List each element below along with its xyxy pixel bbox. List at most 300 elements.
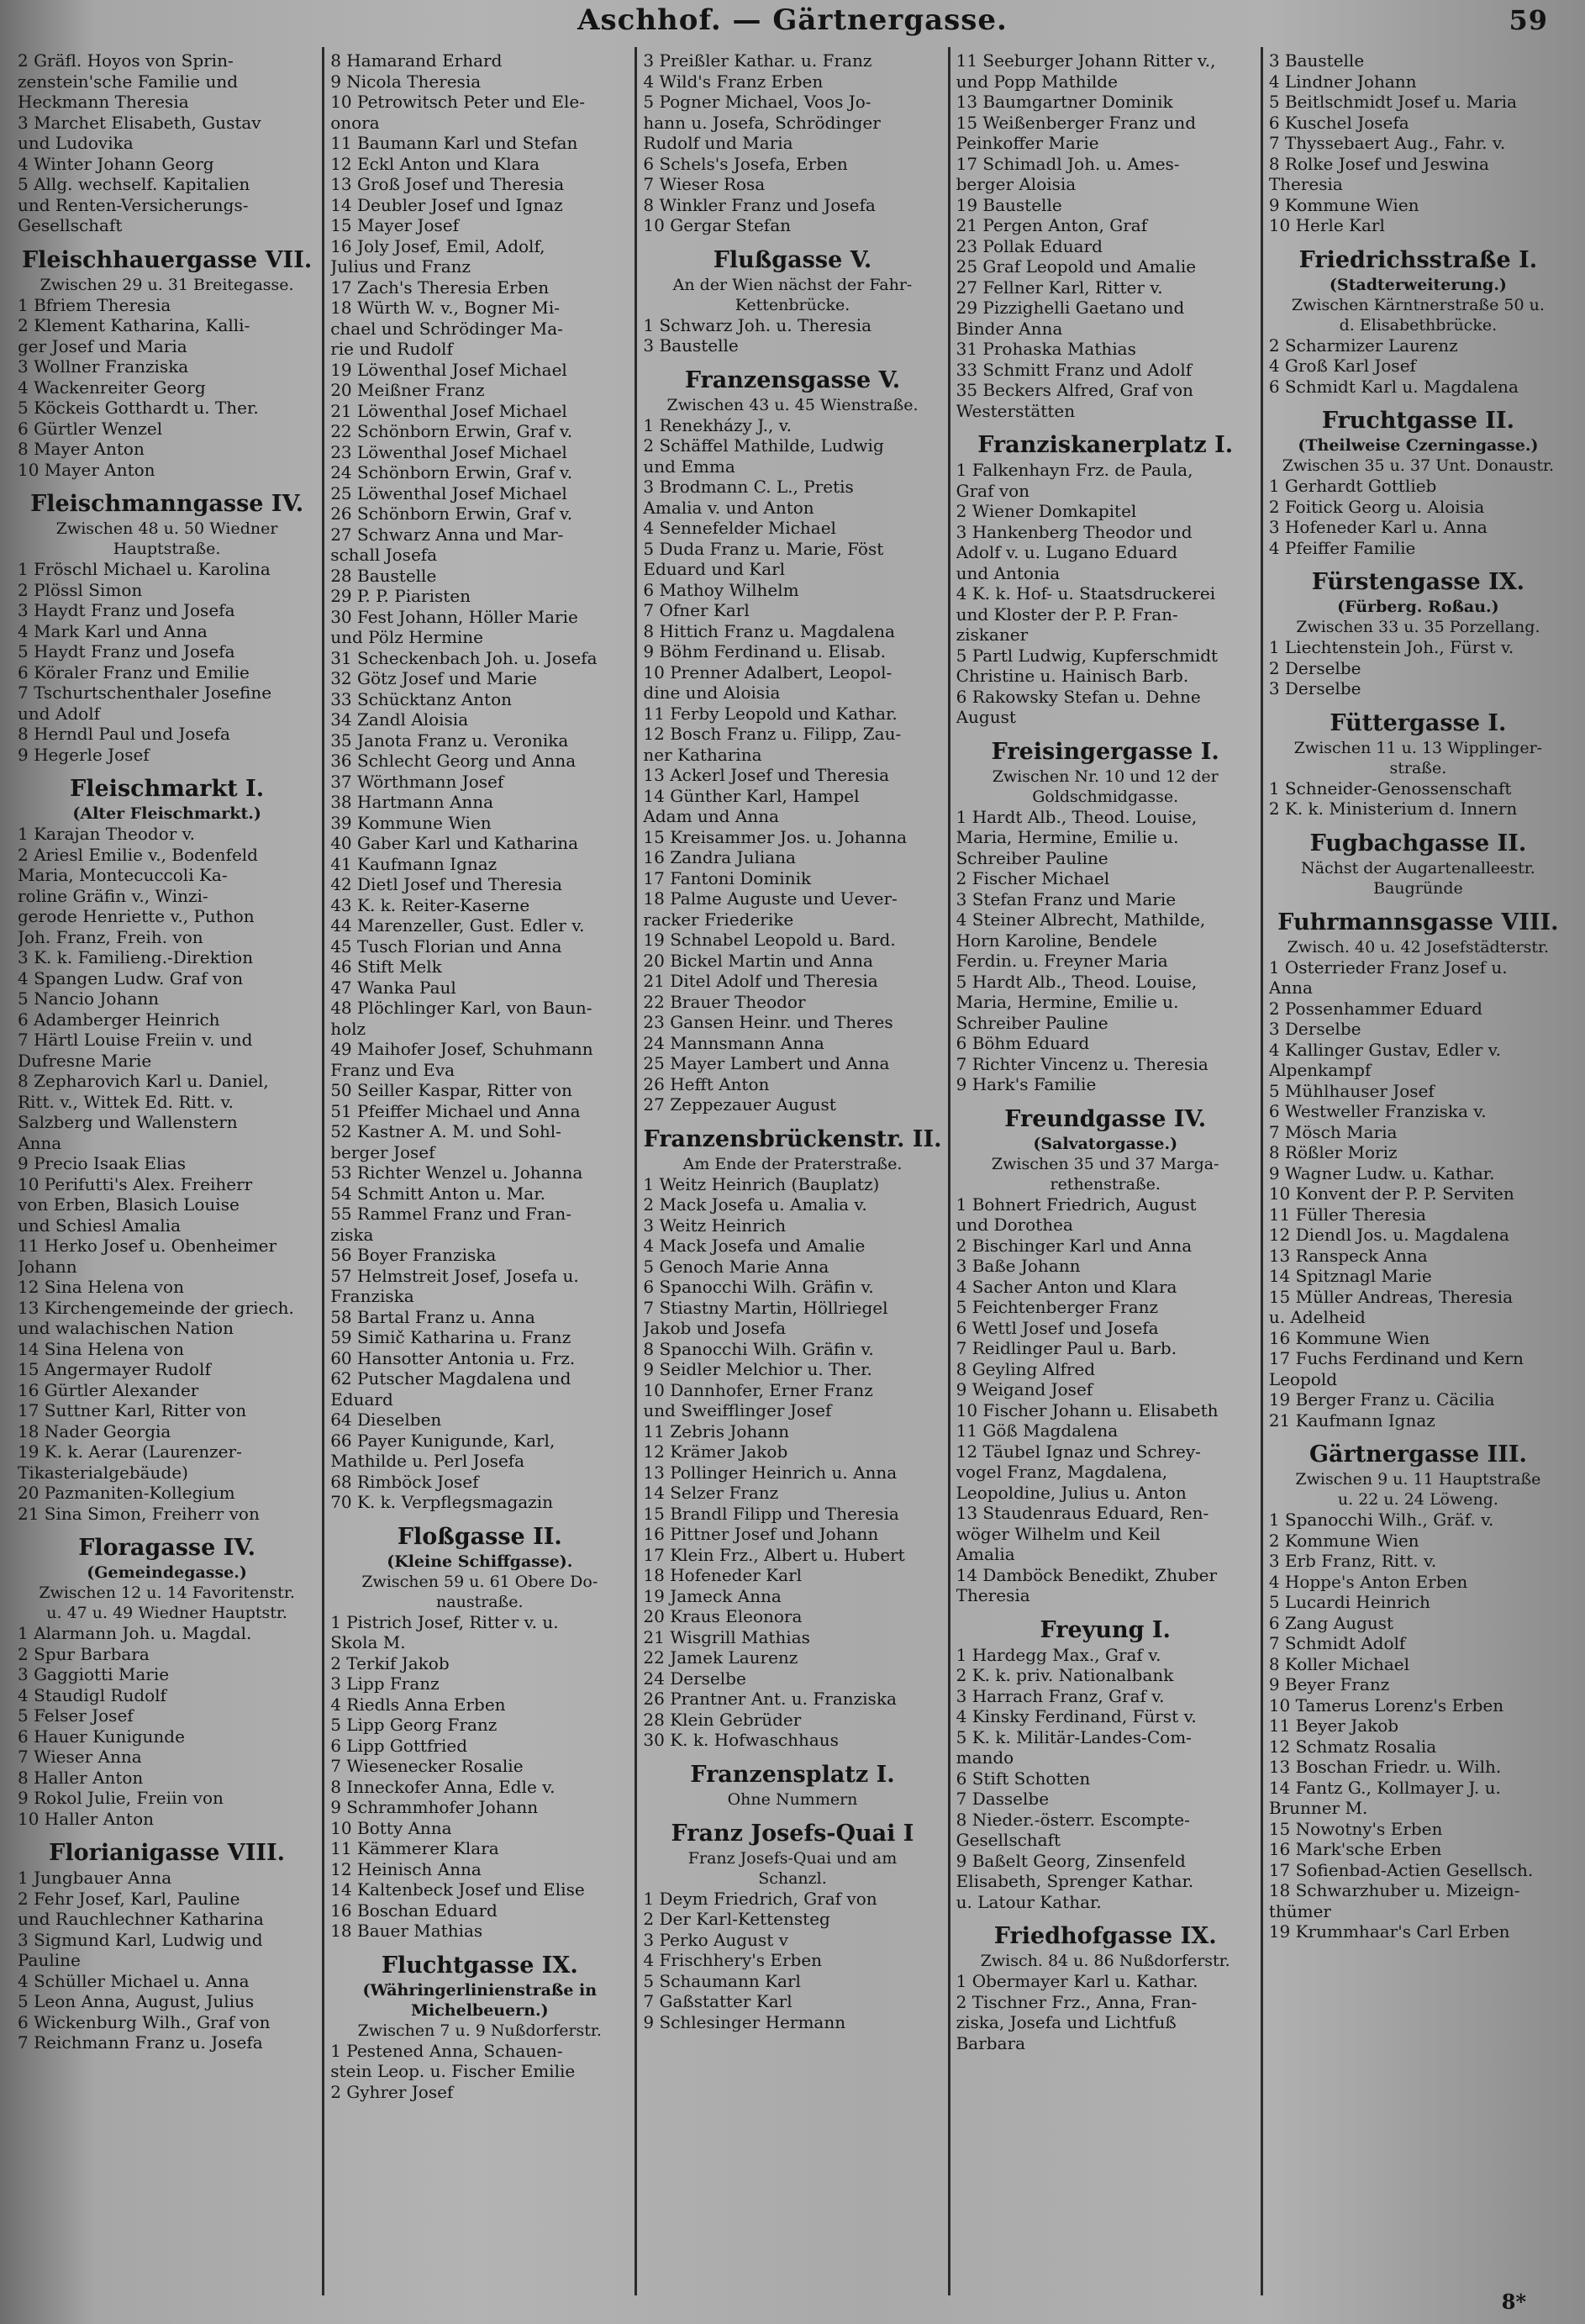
entry: 6 Schels's Josefa, Erben	[643, 153, 848, 174]
street-heading: Friedhofgasse IX.	[993, 1923, 1217, 1949]
entry: Brunner M.	[1268, 1798, 1368, 1818]
entry: 30 Fest Johann, Höller Marie	[330, 606, 578, 627]
entry: 7 Mösch Maria	[1268, 1121, 1398, 1142]
entry: 3 Derselbe	[1268, 1019, 1361, 1039]
entry: Adam und Anna	[643, 806, 779, 826]
entry: 26 Schönborn Erwin, Graf v.	[330, 503, 573, 524]
entry: 9 Kommune Wien	[1268, 194, 1419, 215]
entry: 4 Staudigl Rudolf	[18, 1684, 166, 1705]
location-note: Zwisch. 84 u. 86 Nußdorferstr.	[980, 1952, 1230, 1970]
street-heading: Freyung I.	[1040, 1616, 1171, 1643]
entry: und Emma	[643, 456, 735, 477]
entry: 17 Sofienbad-Actien Gesellsch.	[1268, 1859, 1534, 1880]
column-4	[950, 47, 1263, 2295]
entry: 4 Sennefelder Michael	[643, 518, 836, 538]
entry: 3 Hankenberg Theodor und	[956, 521, 1193, 542]
location-note: Zwischen Kärntnerstraße 50 u.	[1291, 295, 1545, 314]
entry: 7 Reichmann Franz u. Josefa	[18, 2032, 263, 2053]
entry: Mathilde u. Perl Josefa	[330, 1451, 525, 1471]
entry: 29 Pizzighelli Gaetano und	[956, 298, 1185, 318]
entry: 14 Kaltenbeck Josef und Elise	[330, 1879, 585, 1900]
entry: 3 Derselbe	[1268, 678, 1361, 698]
entry: 16 Pittner Josef und Johann	[643, 1524, 879, 1544]
entry: 1 Falkenhayn Frz. de Paula,	[956, 460, 1193, 480]
entry: 11 Füller Theresia	[1268, 1204, 1426, 1225]
entry: vogel Franz, Magdalena,	[956, 1462, 1168, 1482]
column-3	[637, 47, 950, 2295]
entry: 18 Palme Auguste und Uever-	[643, 888, 898, 909]
entry: 1 Hardt Alb., Theod. Louise,	[956, 806, 1198, 827]
entry: 32 Götz Josef und Marie	[330, 668, 537, 688]
location-note: Schanzl.	[758, 1868, 827, 1888]
location-note: Baugründe	[1373, 878, 1463, 898]
location-note: Ohne Nummern	[727, 1789, 858, 1809]
entry: 15 Müller Andreas, Theresia	[1268, 1286, 1513, 1307]
entry: und Dorothea	[956, 1215, 1073, 1235]
entry: Dufresne Marie	[18, 1050, 152, 1071]
entry: und Renten-Versicherungs-	[18, 194, 249, 215]
entry: 6 Zang August	[1268, 1612, 1394, 1633]
entry: 8 Hittich Franz u. Magdalena	[643, 620, 895, 641]
entry: 1 Osterrieder Franz Josef u.	[1268, 956, 1508, 978]
street-heading: Flußgasse V.	[713, 246, 872, 273]
entry: 1 Karajan Theodor v.	[18, 824, 195, 844]
entry: 19 K. k. Aerar (Laurenzer-	[18, 1441, 242, 1462]
entry: 6 Hauer Kunigunde	[18, 1726, 185, 1747]
entry: 17 Zach's Theresia Erben	[330, 277, 550, 298]
entry: 9 Wagner Ludw. u. Kathar.	[1268, 1162, 1495, 1183]
entry: 5 Lipp Georg Franz	[330, 1715, 498, 1735]
entry: 12 Krämer Jakob	[643, 1441, 788, 1462]
entry: 3 Sigmund Karl, Ludwig und	[18, 1929, 263, 1950]
entry: 13 Baumgartner Dominik	[956, 92, 1173, 112]
entry: 2 Tischner Frz., Anna, Fran-	[956, 1991, 1198, 2012]
entry: 35 Beckers Alfred, Graf von	[956, 380, 1193, 400]
entry: 3 Baße Johann	[956, 1256, 1081, 1276]
entry: 25 Graf Leopold und Amalie	[956, 256, 1197, 277]
entry: 41 Kaufmann Ignaz	[330, 853, 498, 874]
entry: 66 Payer Kunigunde, Karl,	[330, 1430, 556, 1451]
entry: 10 Dannhofer, Erner Franz	[643, 1379, 873, 1400]
entry: 4 Hoppe's Anton Erben	[1268, 1571, 1468, 1592]
entry: 3 Baustelle	[1268, 50, 1365, 71]
entry: 17 Klein Frz., Albert u. Hubert	[643, 1544, 905, 1565]
entry: zenstein'sche Familie und	[18, 71, 239, 92]
street-heading: Füttergasse I.	[1330, 709, 1507, 736]
entry: 8 Koller Michael	[1268, 1653, 1409, 1674]
location-note: Zwischen Nr. 10 und 12 der	[992, 767, 1219, 786]
entry: 5 Nancio Johann	[18, 988, 160, 1009]
entry: 7 Richter Vincenz u. Theresia	[956, 1053, 1208, 1074]
entry: 20 Kraus Eleonora	[643, 1606, 803, 1626]
entry: 18 Bauer Mathias	[330, 1921, 483, 1941]
entry: dine und Aloisia	[643, 682, 781, 703]
entry: 10 Tamerus Lorenz's Erben	[1268, 1694, 1504, 1715]
entry: 5 Leon Anna, August, Julius	[18, 1991, 255, 2011]
entry: Elisabeth, Sprenger Kathar.	[956, 1871, 1194, 1891]
entry: 7 Ofner Karl	[643, 600, 750, 620]
entry: 25 Mayer Lambert und Anna	[643, 1053, 890, 1073]
entry: Leopold	[1268, 1368, 1338, 1389]
entry: 12 Täubel Ignaz und Schrey-	[956, 1441, 1201, 1462]
street-heading: Franzensbrückenstr. II.	[643, 1125, 942, 1152]
former-name: Michelbeuern.)	[410, 2000, 549, 2020]
entry: 8 Haller Anton	[18, 1767, 144, 1788]
entry: 40 Gaber Karl und Katharina	[330, 833, 579, 853]
entry: 16 Boschan Eduard	[330, 1900, 498, 1921]
location-note: Zwischen 7 u. 9 Nußdorferstr.	[357, 2021, 602, 2040]
former-name: (Kleine Schiffgasse).	[387, 1552, 573, 1571]
former-name: (Währingerlinienstraße in	[362, 1980, 598, 2000]
entry: 10 Prenner Adalbert, Leopol-	[643, 661, 893, 682]
entry: 18 Hofeneder Karl	[643, 1565, 803, 1585]
entry: 33 Schücktanz Anton	[330, 688, 513, 709]
entry: 5 Haydt Franz und Josefa	[18, 641, 235, 661]
entry: 7 Wiesenecker Rosalie	[330, 1756, 524, 1776]
entry: 19 Berger Franz u. Cäcilia	[1268, 1389, 1495, 1410]
entry: 2 Fischer Michael	[956, 868, 1110, 888]
entry: und Adolf	[18, 703, 101, 724]
entry: 60 Hansotter Antonia u. Frz.	[330, 1347, 576, 1368]
entry: 8 Geyling Alfred	[956, 1358, 1096, 1379]
street-heading: Franzensgasse V.	[684, 366, 901, 393]
entry: 4 Groß Karl Josef	[1268, 356, 1416, 376]
column-1	[12, 47, 324, 2295]
location-note: Zwischen 29 u. 31 Breitegasse.	[39, 275, 294, 294]
former-name: (Gemeindegasse.)	[87, 1563, 247, 1582]
entry: 7 Schmidt Adolf	[1268, 1633, 1406, 1653]
entry: 38 Hartmann Anna	[330, 792, 494, 812]
entry: mando	[956, 1747, 1014, 1768]
entry: Gesellschaft	[18, 215, 123, 235]
entry: 8 Herndl Paul und Josefa	[18, 724, 230, 744]
entry: 9 Rokol Julie, Freiin von	[18, 1788, 224, 1808]
entry: 22 Jamek Laurenz	[643, 1647, 798, 1668]
entry: 3 Hofeneder Karl u. Anna	[1268, 517, 1488, 537]
street-heading: Fuhrmannsgasse VIII.	[1277, 909, 1559, 935]
entry: 12 Eckl Anton und Klara	[330, 153, 540, 174]
entry: Maria, Montecuccoli Ka-	[18, 865, 228, 885]
location-note: Hauptstraße.	[113, 540, 221, 558]
entry: roline Gräfin v., Winzi-	[18, 885, 208, 906]
entry: 3 Harrach Franz, Graf v.	[956, 1685, 1165, 1706]
entry: 6 Westweller Franziska v.	[1268, 1101, 1487, 1121]
street-heading: Fluchtgasse IX.	[381, 1952, 578, 1979]
entry: 64 Dieselben	[330, 1410, 442, 1430]
entry: 5 Hardt Alb., Theod. Louise,	[956, 971, 1198, 992]
entry: 8 Spanocchi Wilh. Gräfin v.	[643, 1338, 874, 1359]
entry: 3 Brodmann C. L., Pretis	[643, 477, 854, 497]
location-note: Goldschmidgasse.	[1032, 787, 1179, 806]
entry: 17 Fuchs Ferdinand und Kern	[1268, 1348, 1524, 1368]
entry: 9 Precio Isaak Elias	[18, 1153, 186, 1173]
entry: 2 Ariesl Emilie v., Bodenfeld	[18, 844, 258, 865]
page-number: 59	[1509, 4, 1548, 36]
entry: 1 Jungbauer Anna	[18, 1868, 172, 1888]
entry: 36 Schlecht Georg und Anna	[330, 751, 577, 771]
entry: 25 Löwenthal Josef Michael	[330, 482, 567, 503]
location-note: Nächst der Augartenalleestr.	[1301, 858, 1535, 877]
entry: 8 Nieder.-österr. Escompte-	[956, 1809, 1190, 1830]
location-note: An der Wien nächst der Fahr-	[672, 275, 913, 294]
former-name: (Stadterweiterung.)	[1329, 275, 1507, 294]
entry: 17 Schimadl Joh. u. Ames-	[956, 153, 1180, 174]
entry: 2 Wiener Domkapitel	[956, 501, 1137, 521]
entry: Joh. Franz, Freih. von	[18, 926, 203, 947]
entry: und Antonia	[956, 562, 1061, 583]
entry: 1 Obermayer Karl u. Kathar.	[956, 1971, 1198, 1991]
entry: 5 Mühlhauser Josef	[1268, 1080, 1435, 1101]
entry: 7 Thyssebaert Aug., Fahr. v.	[1268, 133, 1506, 153]
entry: thümer	[1268, 1900, 1331, 1921]
entry: 21 Ditel Adolf und Theresia	[643, 971, 878, 991]
entry: 1 Deym Friedrich, Graf von	[643, 1888, 877, 1909]
entry: 45 Tusch Florian und Anna	[330, 935, 562, 956]
entry: 26 Hefft Anton	[643, 1073, 770, 1094]
entry: 23 Gansen Heinr. und Theres	[643, 1012, 893, 1032]
entry: 21 Sina Simon, Freiherr von	[18, 1503, 260, 1524]
entry: 9 Weigand Josef	[956, 1379, 1093, 1399]
entry: 2 Schäffel Mathilde, Ludwig	[643, 435, 884, 456]
location-note: naustraße.	[436, 1592, 524, 1611]
entry: 2 Foitick Georg u. Aloisia	[1268, 496, 1485, 517]
entry: und Pölz Hermine	[330, 627, 484, 647]
entry: chael und Schrödinger Ma-	[330, 318, 563, 339]
entry: 54 Schmitt Anton u. Mar.	[330, 1183, 545, 1204]
entry: 6 Kuschel Josefa	[1268, 112, 1409, 133]
entry: Franz und Eva	[330, 1059, 455, 1080]
entry: 1 Hardegg Max., Graf v.	[956, 1644, 1161, 1665]
entry: 18 Schwarzhuber u. Mizeign-	[1268, 1880, 1520, 1900]
street-heading: Floßgasse II.	[397, 1523, 562, 1550]
entry: Theresia	[1268, 174, 1343, 194]
entry: 51 Pfeiffer Michael und Anna	[330, 1100, 581, 1121]
entry: 21 Wisgrill Mathias	[643, 1626, 810, 1647]
entry: 7 Dasselbe	[956, 1789, 1050, 1809]
entry: 13 Ranspeck Anna	[1268, 1245, 1428, 1266]
entry: Heckmann Theresia	[18, 92, 189, 112]
street-heading: Floragasse IV.	[78, 1535, 255, 1561]
entry: 3 Perko August v	[643, 1929, 788, 1950]
entry: 1 Renekházy J., v.	[643, 414, 792, 435]
entry: 26 Prantner Ant. u. Franziska	[643, 1689, 897, 1709]
entry: 24 Schönborn Erwin, Graf v.	[330, 462, 573, 482]
entry: 21 Löwenthal Josef Michael	[330, 400, 567, 421]
entry: 30 K. k. Hofwaschhaus	[643, 1730, 839, 1750]
entry: 56 Boyer Franziska	[330, 1245, 497, 1265]
entry: rie und Rudolf	[330, 339, 453, 359]
page-header	[12, 0, 1573, 47]
entry: 4 Mack Josefa und Amalie	[643, 1236, 866, 1256]
location-note: Zwischen 48 u. 50 Wiedner	[55, 519, 278, 538]
entry: 4 Wild's Franz Erben	[643, 71, 824, 92]
entry: wöger Wilhelm und Keil	[956, 1523, 1161, 1544]
entry: ger Josef und Maria	[18, 335, 187, 356]
entry: 8 Zepharovich Karl u. Daniel,	[18, 1071, 269, 1091]
entry: 7 Härtl Louise Freiin v. und	[18, 1030, 253, 1050]
entry: 11 Seeburger Johann Ritter v.,	[956, 50, 1216, 71]
entry: 33 Schmitt Franz und Adolf	[956, 359, 1193, 380]
entry: 8 Hamarand Erhard	[330, 50, 503, 71]
entry: racker Friederike	[643, 909, 794, 930]
entry: Eduard und Karl	[643, 559, 786, 579]
entry: 13 Boschan Friedr. u. Wilh.	[1268, 1757, 1502, 1777]
entry: Amalia v. und Anton	[643, 497, 814, 518]
entry: 8 Inneckofer Anna, Edle v.	[330, 1776, 556, 1797]
entry: Graf von	[956, 480, 1030, 501]
street-heading: Fleischmarkt I.	[70, 776, 265, 802]
entry: 27 Schwarz Anna und Mar-	[330, 524, 564, 545]
location-note: Zwischen 11 u. 13 Wipplinger-	[1293, 738, 1543, 757]
entry: 5 Feichtenberger Franz	[956, 1297, 1159, 1317]
entry: 57 Helmstreit Josef, Josefa u.	[330, 1265, 579, 1286]
entry: 12 Schmatz Rosalia	[1268, 1736, 1437, 1757]
entry: 10 Gergar Stefan	[643, 215, 792, 235]
location-note: u. 22 u. 24 Löweng.	[1337, 1490, 1498, 1509]
entry: 5 Lucardi Heinrich	[1268, 1592, 1430, 1612]
entry: u. Adelheid	[1268, 1307, 1366, 1327]
street-heading: Franzensplatz I.	[690, 1761, 895, 1788]
entry: 9 Schrammhofer Johann	[330, 1797, 539, 1817]
entry: 22 Schönborn Erwin, Graf v.	[330, 421, 573, 441]
entry: 39 Kommune Wien	[330, 812, 492, 833]
entry: 3 K. k. Familieng.-Direktion	[18, 947, 254, 967]
entry: 6 Adamberger Heinrich	[18, 1009, 220, 1030]
entry: 21 Pergen Anton, Graf	[956, 215, 1148, 235]
entry: 18 Nader Georgia	[18, 1420, 171, 1441]
entry: Gesellschaft	[956, 1830, 1061, 1850]
entry: berger Aloisia	[956, 174, 1077, 194]
entry: 31 Scheckenbach Joh. u. Josefa	[330, 647, 598, 668]
entry: Rudolf und Maria	[643, 133, 793, 153]
entry: 3 Weitz Heinrich	[643, 1215, 787, 1236]
entry: 55 Rammel Franz und Fran-	[330, 1204, 572, 1224]
entry: Horn Karoline, Bendele	[956, 930, 1157, 951]
street-heading: Freundgasse IV.	[1004, 1105, 1207, 1132]
entry: 2 K. k. Ministerium d. Innern	[1268, 798, 1518, 819]
entry: und Ludovika	[18, 133, 134, 153]
entry: August	[956, 707, 1016, 727]
entry: Binder Anna	[956, 318, 1063, 339]
entry: 14 Spitznagl Marie	[1268, 1266, 1432, 1286]
entry: gerode Henriette v., Puthon	[18, 906, 255, 926]
location-note: Franz Josefs-Quai und am	[687, 1848, 898, 1868]
entry: 31 Prohaska Mathias	[956, 339, 1136, 359]
entry: Tikasterialgebäude)	[18, 1462, 188, 1483]
entry: und Rauchlechner Katharina	[18, 1909, 264, 1929]
street-heading: Gärtnergasse III.	[1309, 1441, 1527, 1468]
entry: 14 Günther Karl, Hampel	[643, 785, 860, 806]
entry: 14 Damböck Benedikt, Zhuber	[956, 1564, 1218, 1585]
entry: 9 Beyer Franz	[1268, 1674, 1390, 1694]
entry: 4 Steiner Albrecht, Mathilde,	[956, 909, 1206, 930]
entry: 5 Genoch Marie Anna	[643, 1256, 829, 1277]
former-name: (Salvatorgasse.)	[1033, 1134, 1178, 1153]
entry: 1 Gerhardt Gottlieb	[1268, 476, 1437, 496]
entry: 1 Pestened Anna, Schauen-	[330, 2040, 563, 2061]
entry: und Schiesl Amalia	[18, 1215, 182, 1236]
entry: 14 Deubler Josef und Ignaz	[330, 194, 563, 215]
entry: schall Josefa	[330, 545, 438, 565]
entry: und Kloster der P. P. Fran-	[956, 603, 1178, 624]
entry: 5 Köckeis Gotthardt u. Ther.	[18, 398, 259, 418]
entry: 2 Mack Josefa u. Amalia v.	[643, 1194, 867, 1215]
street-heading: Fürstengasse IX.	[1311, 569, 1525, 595]
entry: 16 Kommune Wien	[1268, 1327, 1430, 1348]
entry: 16 Gürtler Alexander	[18, 1379, 199, 1400]
former-name: (Theilweise Czerningasse.)	[1298, 436, 1539, 455]
entry: 37 Wörthmann Josef	[330, 771, 504, 792]
location-note: Zwischen 33 u. 35 Porzellang.	[1296, 618, 1540, 636]
entry: 12 Sina Helena von	[18, 1277, 184, 1297]
columns	[12, 47, 1573, 2295]
entry: Eduard	[330, 1389, 393, 1410]
entry: 13 Staudenraus Eduard, Ren-	[956, 1503, 1209, 1523]
entry: 9 Baßelt Georg, Zinsenfeld	[956, 1850, 1186, 1871]
entry: 2 Derselbe	[1268, 657, 1361, 678]
entry: Christine u. Hainisch Barb.	[956, 666, 1189, 686]
entry: berger Josef	[330, 1141, 435, 1162]
entry: 14 Selzer Franz	[643, 1483, 779, 1503]
entry: 1 Weitz Heinrich (Bauplatz)	[643, 1173, 880, 1194]
entry: 28 Baustelle	[330, 565, 437, 586]
location-note: Kettenbrücke.	[735, 295, 850, 314]
entry: ner Katharina	[643, 744, 762, 765]
entry: 6 Köraler Franz und Emilie	[18, 661, 250, 682]
entry: 4 Riedls Anna Erben	[330, 1694, 506, 1715]
entry: 17 Fantoni Dominik	[643, 867, 812, 888]
entry: Amalia	[956, 1544, 1015, 1564]
entry: 1 Bohnert Friedrich, August	[956, 1194, 1197, 1215]
entry: 50 Seiller Kaspar, Ritter von	[330, 1080, 572, 1100]
column-5	[1263, 47, 1573, 2295]
entry: Peinkoffer Marie	[956, 133, 1099, 153]
entry: 1 Alarmann Joh. u. Magdal.	[18, 1623, 252, 1643]
entry: 1 Schneider-Genossenschaft	[1268, 777, 1512, 798]
entry: 5 Schaumann Karl	[643, 1970, 801, 1991]
entry: 20 Meißner Franz	[330, 380, 485, 400]
entry: 11 Zebris Johann	[643, 1420, 789, 1441]
entry: 10 Botty Anna	[330, 1817, 452, 1838]
street-heading: Fruchtgasse II.	[1321, 408, 1514, 434]
location-note: Zwischen 9 u. 11 Hauptstraße	[1295, 1470, 1541, 1489]
entry: 6 Böhm Eduard	[956, 1033, 1090, 1053]
entry: 52 Kastner A. M. und Sohl-	[330, 1121, 561, 1141]
entry: 14 Fantz G., Kollmayer J. u.	[1268, 1777, 1501, 1798]
entry: 19 Krummhaar's Carl Erben	[1268, 1921, 1510, 1942]
entry: 15 Kreisammer Jos. u. Johanna	[643, 826, 907, 847]
entry: 9 Hegerle Josef	[18, 744, 150, 765]
entry: 5 Partl Ludwig, Kupferschmidt	[956, 645, 1219, 666]
entry: von Erben, Blasich Louise	[18, 1194, 240, 1215]
entry: 10 Haller Anton	[18, 1808, 155, 1829]
street-heading: Franz Josefs-Quai I	[671, 1820, 914, 1847]
footer-mark: 8*	[1501, 2290, 1526, 2314]
entry: 2 Bischinger Karl und Anna	[956, 1235, 1193, 1256]
street-heading: Fleischhauergasse VII.	[21, 246, 313, 273]
entry: 19 Jameck Anna	[643, 1585, 782, 1606]
entry: 6 Wettl Josef und Josefa	[956, 1317, 1159, 1338]
entry: 16 Mark'sche Erben	[1268, 1839, 1442, 1859]
entry: 5 Pogner Michael, Voos Jo-	[643, 92, 871, 112]
entry: 10 Perifutti's Alex. Freiherr	[18, 1173, 253, 1194]
location-note: d. Elisabethbrücke.	[1339, 315, 1498, 335]
entry: 4 K. k. Hof- u. Staatsdruckerei	[956, 583, 1216, 603]
entry: 4 Kallinger Gustav, Edler v.	[1268, 1039, 1501, 1060]
location-note: straße.	[1389, 758, 1447, 777]
entry: 58 Bartal Franz u. Anna	[330, 1306, 535, 1327]
entry: 2 Plössl Simon	[18, 579, 143, 600]
